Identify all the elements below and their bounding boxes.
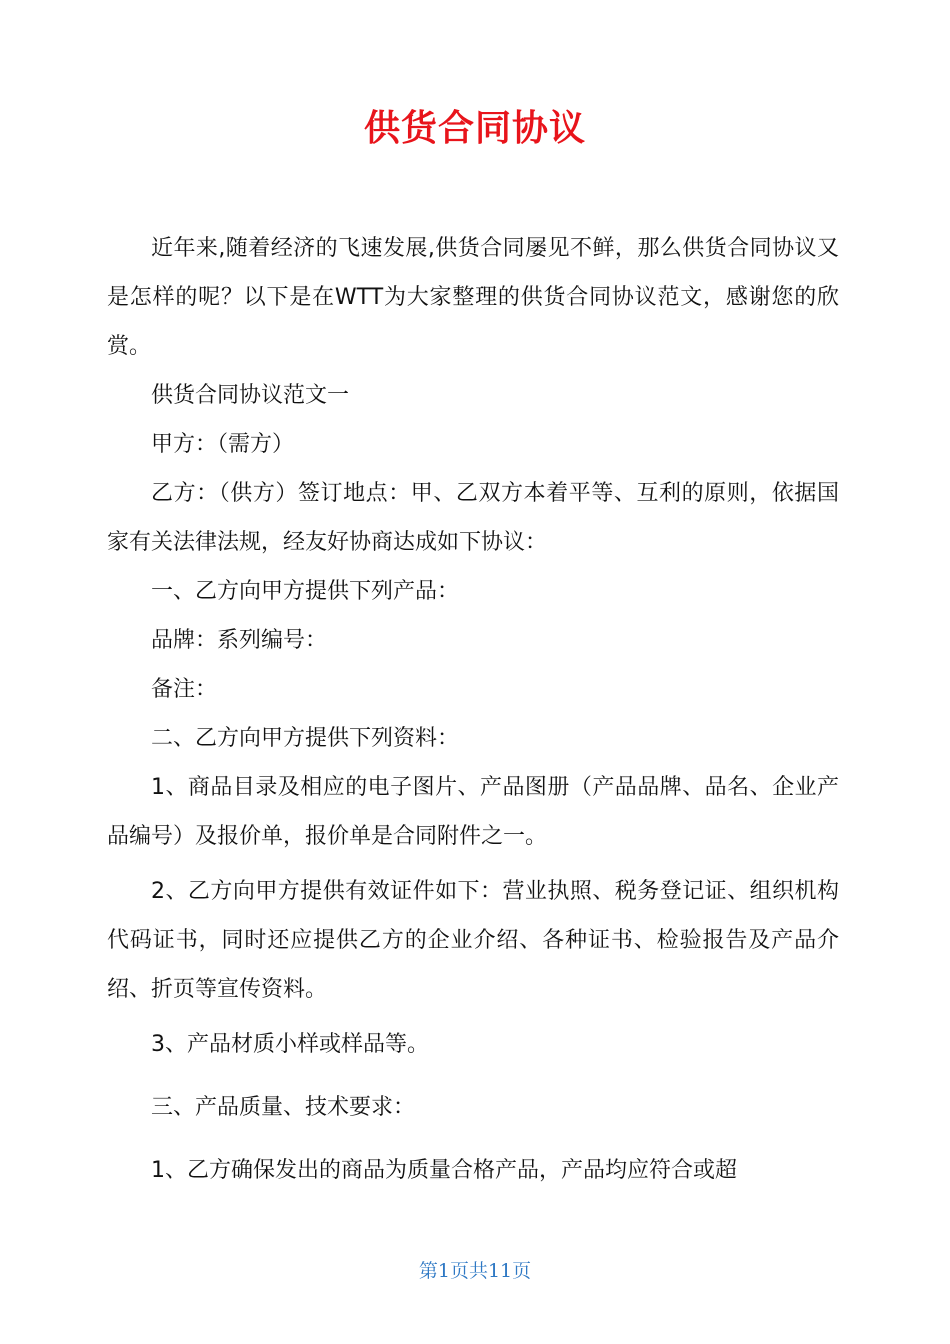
document-body: [107, 224, 839, 1195]
clause-two-item-2: 2、乙方向甲方提供有效证件如下：营业执照、税务登记证、组织机构代码证书，同时还应提供乙方的企业介绍、各种证书、检验报告及产品介绍、折页等宣传资料。: [107, 879, 839, 1002]
clause-three-heading: 三、产品质量、技术要求：: [151, 1095, 416, 1120]
clause-one-heading: 一、乙方向甲方提供下列产品：: [151, 579, 460, 604]
clause-two-item-3: 3、产品材质小样或样品等。: [151, 1032, 429, 1057]
remarks-line: 备注：: [151, 677, 218, 702]
party-b-paragraph: 乙方：（供方）签订地点：甲、乙双方本着平等、互利的原则，依据国家有关法律法规，经友好协商达成如下协议：: [107, 481, 839, 555]
section-heading-sample-one: 供货合同协议范文一: [151, 383, 350, 408]
clause-two-item-1: 1、商品目录及相应的电子图片、产品图册（产品品牌、品名、企业产品编号）及报价单，报价单是合同附件之一。: [107, 775, 839, 849]
clause-two-heading: 二、乙方向甲方提供下列资料：: [151, 726, 460, 751]
clause-three-item-1: 1、乙方确保发出的商品为质量合格产品，产品均应符合或超: [151, 1158, 737, 1183]
intro-paragraph: 近年来,随着经济的飞速发展,供货合同屡见不鲜，那么供货合同协议又是怎样的呢？以下是在WTT为大家整理的供货合同协议范文，感谢您的欣赏。: [107, 236, 839, 359]
page-number-footer: 第1页共11页: [418, 1260, 532, 1282]
document-title: 供货合同协议: [363, 108, 586, 149]
brand-series-line: 品牌：系列编号：: [151, 628, 328, 653]
party-a-line: 甲方：（需方）: [151, 432, 295, 457]
